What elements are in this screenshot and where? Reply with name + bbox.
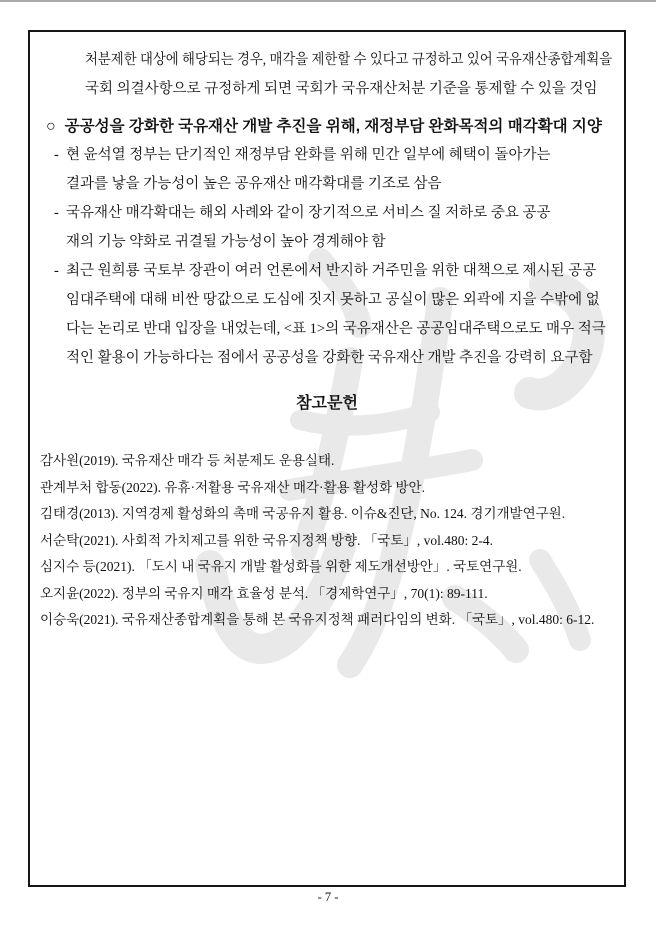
bullet-line: 임대주택에 대해 비싼 땅값으로 도심에 짓지 못하고 공실이 많은 외곽에 지을 수밖에 없 <box>66 292 600 308</box>
section-heading <box>46 112 612 141</box>
dash-bullet-icon: - <box>54 147 59 163</box>
bullet-line: 결과를 낳을 가능성이 높은 공유재산 매각확대를 기조로 삼음 <box>66 176 442 192</box>
bullet-item <box>54 257 612 373</box>
bullet-list <box>42 141 612 373</box>
bullet-line: 다는 논리로 반대 입장을 내었는데, <표 1>의 국유재산은 공공임대주택으로도 매우 적극 <box>66 321 606 337</box>
section-heading-text: 공공성을 강화한 국유재산 개발 추진을 위해, 재정부담 완화목적의 매각확대 지양 <box>64 118 602 135</box>
intro-line: 처분제한 대상에 해당되는 경우, 매각을 제한할 수 있다고 규정하고 있어 국유재산종합계획을 <box>85 52 613 68</box>
page-border-box <box>28 30 626 887</box>
bullet-item <box>54 199 612 257</box>
reference-entry: 심지수 등(2021). 「도시 내 국유지 개발 활성화를 위한 제도개선방안」. 국토연구원. <box>40 559 522 574</box>
bullet-line: 재의 기능 약화로 귀결될 가능성이 높아 경계해야 함 <box>66 234 386 250</box>
bullet-item <box>54 141 612 199</box>
bullet-line: 최근 원희룡 국토부 장관이 여러 언론에서 반지하 거주민을 위한 대책으로 제시된 공공 <box>66 263 597 279</box>
references-title: 참고문헌 <box>296 395 358 412</box>
reference-list <box>40 448 612 634</box>
intro-line: 국회 의결사항으로 규정하게 되면 국회가 국유재산처분 기준을 통제할 수 있을 것임 <box>85 81 598 97</box>
reference-entry: 김태경(2013). 지역경제 활성화의 촉매 국공유지 활용. 이슈&진단, No. 124. 경기개발연구원. <box>40 506 566 521</box>
reference-entry: 서순탁(2021). 사회적 가치제고를 위한 국유지정책 방향. 「국토」, vol.480: 2-4. <box>40 532 494 548</box>
bullet-line: 국유재산 매각확대는 해외 사례와 같이 장기적으로 서비스 질 저하로 중요 공공 <box>66 205 551 221</box>
bullet-line: 현 윤석열 정부는 단기적인 재정부담 완화를 위해 민간 일부에 혜택이 돌아가는 <box>66 147 551 163</box>
dash-bullet-icon: - <box>54 205 59 221</box>
reference-entry: 오지윤(2022). 정부의 국유지 매각 효율성 분석. 「경제학연구」, 70(1): 89-111. <box>40 585 488 601</box>
page-number: - 7 - <box>317 890 339 904</box>
dash-bullet-icon: - <box>54 263 59 279</box>
intro-paragraph <box>85 46 612 104</box>
reference-entry: 감사원(2019). 국유재산 매각 등 처분제도 운용실태. <box>40 453 335 468</box>
circle-bullet-icon: ○ <box>46 118 56 135</box>
reference-entry: 이승욱(2021). 국유재산종합계획을 통해 본 국유지정책 패러다임의 변화. 「국토」, vol.480: 6-12. <box>40 612 595 627</box>
reference-entry: 관계부처 합동(2022). 유휴·저활용 국유재산 매각·활용 활성화 방안. <box>40 479 425 495</box>
bullet-line: 적인 활용이 가능하다는 점에서 공공성을 강화한 국유재산 개발 추진을 강력히 요구함 <box>66 350 593 366</box>
